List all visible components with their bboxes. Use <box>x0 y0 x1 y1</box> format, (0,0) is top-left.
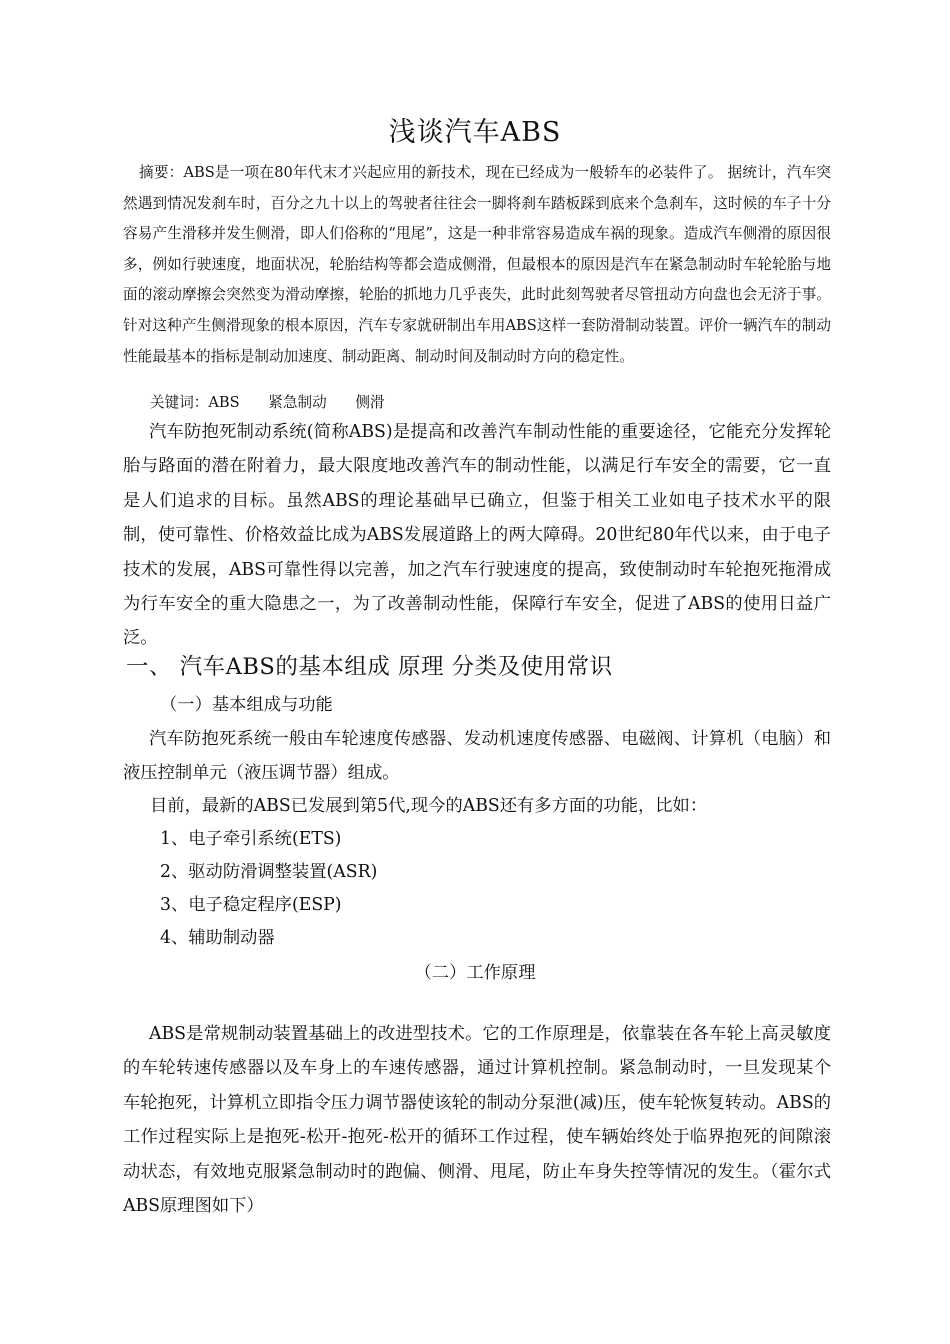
function-item-1: 1、电子牵引系统(ETS) <box>160 829 342 849</box>
principle-paragraph: ABS是常规制动装置基础上的改进型技术。它的工作原理是，依靠装在各车轮上高灵敏度的车轮转速传感器以及车身上的车速传感器，通过计算机控制。紧急制动时，一旦发现某个车轮抱死，计算机立即指令压力调节器使该轮的制动分泵泄(减)压，使车轮恢复转动。ABS的工作过程实际上是抱死-松开-抱死-松开的循环工作过程，使车辆始终处于临界抱死的间隙滚动状态，有效地克服紧急制动时的跑偏、侧滑、甩尾，防止车身失控等情况的发生。（霍尔式ABS原理图如下） <box>123 1024 831 1217</box>
intro-paragraph: 汽车防抱死制动系统(简称ABS)是提高和改善汽车制动性能的重要途径，它能充分发挥轮胎与路面的潜在附着力，最大限度地改善汽车的制动性能，以满足行车安全的需要，它一直是人们追求的目标。虽然ABS的理论基础早已确立，但鉴于相关工业如电子技术水平的限制，使可靠性、价格效益比成为ABS发展道路上的两大障碍。20世纪80年代以来，由于电子技术的发展，ABS可靠性得以完善，加之汽车行驶速度的提高，致使制动时车轮抱死拖滑成为行车安全的重大隐患之一，为了改善制动性能，保障行车安全，促进了ABS的使用日益广泛。 <box>123 422 831 649</box>
abstract-section <box>123 158 831 372</box>
section-heading-1: 一、 汽车ABS的基本组成 原理 分类及使用常识 <box>126 654 613 680</box>
function-item-4: 4、辅助制动器 <box>160 928 275 948</box>
keyword-sideslip: 侧滑 <box>355 394 385 411</box>
subheading-composition: （一）基本组成与功能 <box>160 695 333 715</box>
keywords-label: 关键词：ABS <box>150 394 240 411</box>
document-title: 浅谈汽车ABS <box>388 117 562 148</box>
composition-paragraph: 汽车防抱死系统一般由车轮速度传感器、发动机速度传感器、电磁阀、计算机（电脑）和液压控制单元（液压调节器）组成。 <box>123 729 831 784</box>
function-item-2: 2、驱动防滑调整装置(ASR) <box>160 862 378 882</box>
current-functions-line: 目前，最新的ABS已发展到第5代,现今的ABS还有多方面的功能，比如： <box>150 796 708 816</box>
keyword-emergency-braking: 紧急制动 <box>268 394 327 411</box>
subheading-principle: （二）工作原理 <box>414 963 536 983</box>
abstract-paragraph: 摘要：ABS是一项在80年代末才兴起应用的新技术，现在已经成为一般轿车的必装件了。 据统计，汽车突然遇到情况发刹车时，百分之九十以上的驾驶者往往会一脚将刹车踏板踩到底来个急刹车，这时候的车子十分容易产生滑移并发生侧滑，即人们俗称的“甩尾”，这是一种非常容易造成车祸的现象。造成汽车侧滑的原因很多，例如行驶速度，地面状况，轮胎结构等都会造成侧滑，但最根本的原因是汽车在紧急制动时车轮轮胎与地面的滚动摩擦会突然变为滑动摩擦，轮胎的抓地力几乎丧失，此时此刻驾驶者尽管扭动方向盘也会无济于事。针对这种产生侧滑现象的根本原因，汽车专家就研制出车用ABS这样一套防滑制动装置。评价一辆汽车的制动性能最基本的指标是制动加速度、制动距离、制动时间及制动时方向的稳定性。 <box>123 164 831 365</box>
function-item-3: 3、电子稳定程序(ESP) <box>160 895 342 915</box>
keywords-line <box>150 388 385 418</box>
